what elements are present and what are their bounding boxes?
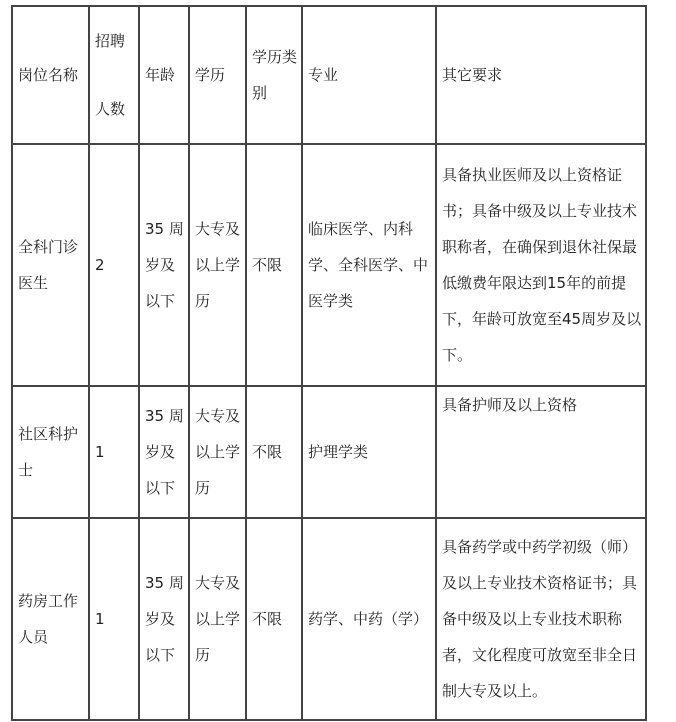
header-position: 岗位名称 [12, 6, 89, 144]
cell-position: 社区科护士 [12, 386, 89, 518]
cell-age: 35 周岁及以下 [139, 386, 189, 518]
cell-edu-type: 不限 [246, 518, 302, 720]
cell-education: 大专及以上学历 [189, 386, 246, 518]
cell-position: 药房工作人员 [12, 518, 89, 720]
cell-edu-type: 不限 [246, 144, 302, 386]
table-row [12, 518, 646, 720]
cell-other: 具备药学或中药学初级（师）及以上专业技术资格证书；具备中级及以上专业技术职称者，文化程度可放宽至非全日制大专及以上。 [436, 518, 646, 720]
header-row [12, 6, 646, 144]
cell-edu-type: 不限 [246, 386, 302, 518]
cell-position: 全科门诊医生 [12, 144, 89, 386]
cell-count: 2 [89, 144, 139, 386]
cell-age: 35 周岁及以下 [139, 518, 189, 720]
header-age: 年龄 [139, 6, 189, 144]
table-row [12, 386, 646, 518]
cell-other: 具备护师及以上资格 [436, 386, 646, 518]
header-major: 专业 [302, 6, 436, 144]
cell-education: 大专及以上学历 [189, 144, 246, 386]
recruitment-table [11, 5, 647, 721]
cell-education: 大专及以上学历 [189, 518, 246, 720]
table-row [12, 144, 646, 386]
cell-count: 1 [89, 518, 139, 720]
cell-count: 1 [89, 386, 139, 518]
header-other: 其它要求 [436, 6, 646, 144]
header-count: 招聘人数 [89, 6, 139, 144]
cell-major: 药学、中药（学） [302, 518, 436, 720]
cell-major: 临床医学、内科学、全科医学、中医学类 [302, 144, 436, 386]
header-education: 学历 [189, 6, 246, 144]
cell-age: 35 周岁及以下 [139, 144, 189, 386]
header-edu-type: 学历类别 [246, 6, 302, 144]
cell-major: 护理学类 [302, 386, 436, 518]
cell-other: 具备执业医师及以上资格证书；具备中级及以上专业技术职称者，在确保到退休社保最低缴费年限达到15年的前提下，年龄可放宽至45周岁及以下。 [436, 144, 646, 386]
